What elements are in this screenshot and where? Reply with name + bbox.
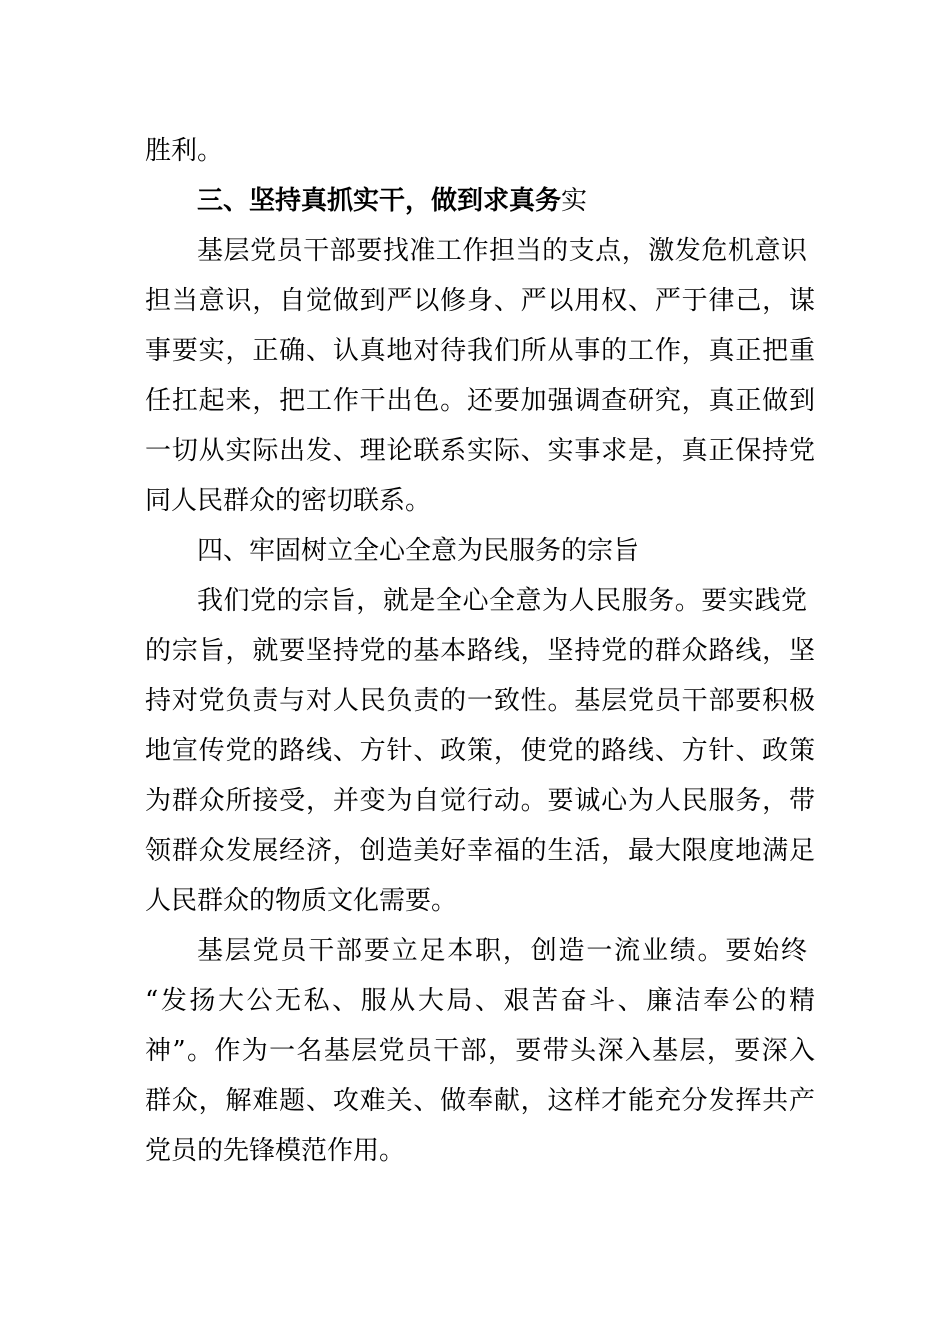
section4-heading: 四、牢固树立全心全意为民服务的宗旨: [197, 536, 640, 566]
section3-para-line-2: 担当意识，自觉做到严以修身、严以用权、严于律己，谋: [145, 286, 815, 316]
section4-para2-line-4: 群众，解难题、攻难关、做奉献，这样才能充分发挥共产: [145, 1086, 815, 1116]
section4-para2-line-5: 党员的先锋模范作用。: [145, 1136, 406, 1166]
section3-para-line-4: 任扛起来，把工作干出色。还要加强调查研究，真正做到: [145, 386, 815, 416]
section4-para1-line-2: 的宗旨，就要坚持党的基本路线，坚持党的群众路线，坚: [145, 636, 815, 666]
section3-heading: [197, 186, 807, 216]
section3-para-line-5: 一切从实际出发、理论联系实际、实事求是，真正保持党: [145, 436, 815, 466]
continuation-line-1: 胜利。: [145, 136, 224, 166]
section4-para2-line-2: “发扬大公无私、服从大局、艰苦奋斗、廉洁奉公的精: [145, 986, 815, 1016]
section4-para1-line-4: 地宣传党的路线、方针、政策，使党的路线、方针、政策: [145, 736, 815, 766]
section3-heading-bold: 三、坚持真抓实干，做到求真务: [197, 186, 562, 216]
section3-para-line-6: 同人民群众的密切联系。: [145, 486, 432, 516]
section4-para1-line-5: 为群众所接受，并变为自觉行动。要诚心为人民服务，带: [145, 786, 815, 816]
section3-para-line-1: 基层党员干部要找准工作担当的支点，激发危机意识: [197, 236, 807, 266]
section3-para-line-3: 事要实，正确、认真地对待我们所从事的工作，真正把重: [145, 336, 815, 366]
section4-para1-line-3: 持对党负责与对人民负责的一致性。基层党员干部要积极: [145, 686, 815, 716]
section4-para1-line-7: 人民群众的物质文化需要。: [145, 886, 458, 916]
section4-para1-line-1: 我们党的宗旨，就是全心全意为人民服务。要实践党: [197, 586, 807, 616]
section4-para1-line-6: 领群众发展经济，创造美好幸福的生活，最大限度地满足: [145, 836, 815, 866]
section3-heading-tail: 实: [561, 186, 588, 216]
section4-para2-line-1: 基层党员干部要立足本职，创造一流业绩。要始终: [197, 936, 807, 966]
section4-para2-line-3: 神”。作为一名基层党员干部，要带头深入基层，要深入: [145, 1036, 815, 1066]
